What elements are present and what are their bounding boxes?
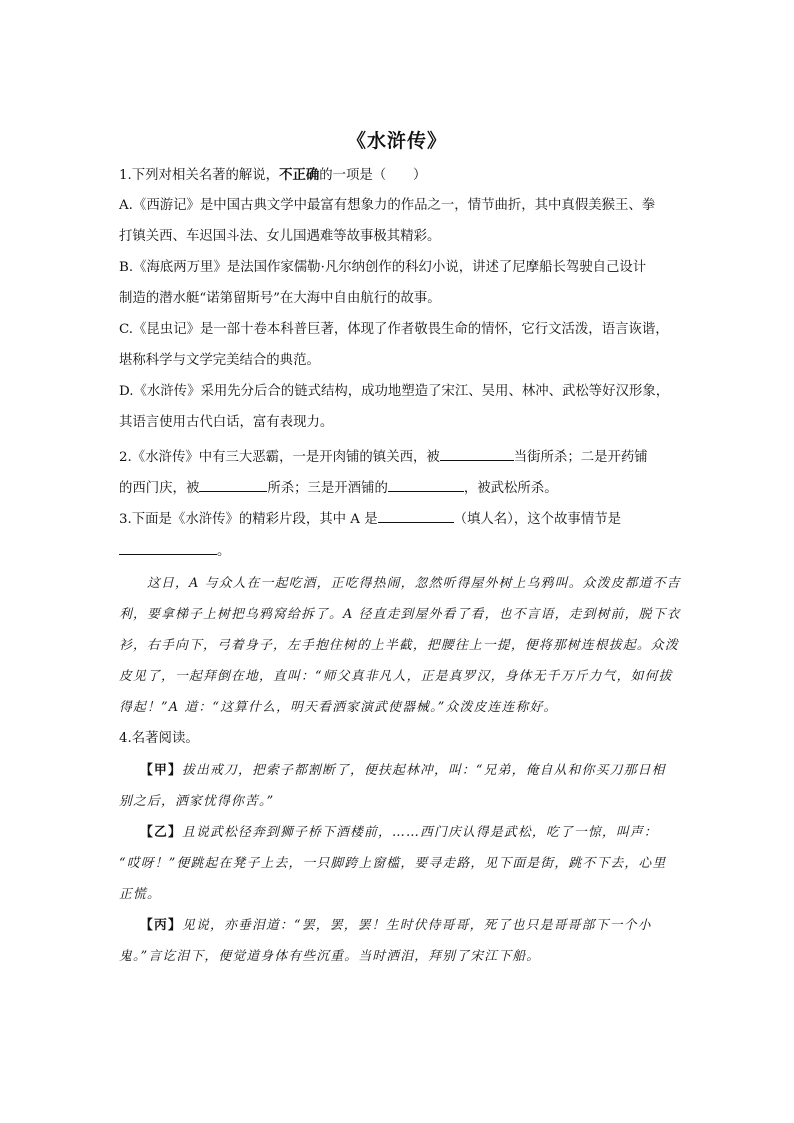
q3-text-2: （填人名），这个故事情节是 — [453, 512, 621, 527]
q3-passage-line: 得起！”A 道：“这算什么，明天看洒家演武使器械。”众泼皮连连称好。 — [119, 700, 558, 715]
q2-text-1: 2.《水浒传》中有三大恶霸，一是开肉铺的镇关西，被 — [119, 450, 440, 465]
q1-stem-emphasis: 不正确 — [279, 167, 320, 183]
page-title: 《水浒传》 — [346, 130, 447, 152]
q4-jia-line2: 别之后，洒家忧得你苦。” — [119, 794, 275, 809]
q1-option-c-line2: 堪称科学与文学完美结合的典范。 — [119, 353, 320, 368]
q1-stem-tail: 的一项是（ ） — [319, 168, 427, 183]
q1-stem — [119, 166, 699, 185]
q2-line1 — [119, 446, 699, 467]
q4-bing-line2: 鬼。”言讫泪下，便觉道身体有些沉重。当时洒泪，拜别了宋江下船。 — [119, 949, 541, 964]
q3-line2 — [119, 540, 699, 561]
q3-blank-name[interactable] — [378, 508, 454, 523]
q2-line2 — [119, 477, 699, 498]
q4-jia-text-1: 拔出戒刀，把索子都割断了，便扶起林冲，叫：“兄弟，俺自从和你买刀那日相 — [182, 763, 666, 778]
q4-jia-tag: 【甲】 — [140, 763, 182, 778]
q4-yi-line1 — [140, 824, 720, 842]
q4-yi-line2: “哎呀！”便跳起在凳子上去，一只脚跨上窗槛，要寻走路，见下面是街，跳不下去，心里 — [119, 856, 667, 871]
q2-blank-1[interactable] — [440, 446, 514, 461]
q3-passage-line: 衫，右手向下，弓着身子，左手抱住树的上半截，把腰往上一提，便将那树连根拔起。众泼 — [119, 638, 679, 653]
q1-option-a-line2: 打镇关西、车迟国斗法、女儿国遇难等故事极其精彩。 — [119, 229, 441, 244]
q1-option-a-line1: A.《西游记》是中国古典文学中最富有想象力的作品之一，情节曲折，其中真假美猴王、拳 — [119, 198, 656, 213]
q2-text-3: 的西门庆，被 — [119, 481, 200, 496]
q4-bing-line1 — [140, 917, 720, 935]
q3-text-1: 3.下面是《水浒传》的精彩片段，其中 A 是 — [119, 512, 378, 527]
q3-text-3: 。 — [217, 544, 231, 559]
q3-passage-line: 皮见了，一起拜倒在地，直叫：“师父真非凡人，正是真罗汉，身体无千万斤力气，如何拔 — [119, 669, 673, 684]
q3-passage-line: 利，要拿梯子上树把乌鸦窝给拆了。A 径直走到屋外看了看，也不言语，走到树前，脱下衣 — [119, 607, 681, 622]
q1-option-b-line1: B.《海底两万里》是法国作家儒勒·凡尔纳创作的科幻小说，讲述了尼摩船长驾驶自己设计 — [119, 260, 647, 275]
q3-line1 — [119, 508, 699, 529]
q1-option-c-line1: C.《昆虫记》是一部十卷本科普巨著，体现了作者敬畏生命的情怀，它行文活泼，语言诙谐， — [119, 322, 669, 337]
q4-jia-line1 — [140, 762, 720, 780]
q4-yi-text-1: 且说武松径奔到狮子桥下酒楼前，……西门庆认得是武松，吃了一惊，叫声： — [182, 825, 658, 840]
q4-bing-text-1: 见说，亦垂泪道：“罢，罢，罢！生时伏侍哥哥，死了也只是哥哥部下一个小 — [182, 918, 652, 933]
q4-bing-tag: 【丙】 — [140, 918, 182, 933]
q2-blank-2[interactable] — [199, 477, 267, 492]
q4-yi-line3: 正慌。 — [119, 887, 161, 902]
q3-blank-plot[interactable] — [119, 540, 217, 555]
q4-yi-tag: 【乙】 — [140, 825, 182, 840]
q1-option-d-line2: 其语言使用古代白话，富有表现力。 — [119, 415, 334, 430]
q1-stem-text: 1.下列对相关名著的解说， — [119, 168, 280, 183]
q2-text-5: ，被武松所杀。 — [463, 481, 558, 496]
q2-text-4: 所杀；三是开酒铺的 — [267, 481, 388, 496]
q2-blank-3[interactable] — [388, 477, 464, 492]
q2-text-2: 当街所杀；二是开药铺 — [513, 450, 648, 465]
q3-passage-line: 这日，A 与众人在一起吃酒，正吃得热闹，忽然听得屋外树上乌鸦叫。众泼皮都道不吉 — [119, 576, 681, 591]
q4-heading: 4.名著阅读。 — [119, 731, 199, 746]
q1-option-d-line1: D.《水浒传》采用先分后合的链式结构，成功地塑造了宋江、吴用、林冲、武松等好汉形象， — [119, 384, 670, 399]
q1-option-b-line2: 制造的潜水艇“诺第留斯号”在大海中自由航行的故事。 — [119, 291, 441, 306]
